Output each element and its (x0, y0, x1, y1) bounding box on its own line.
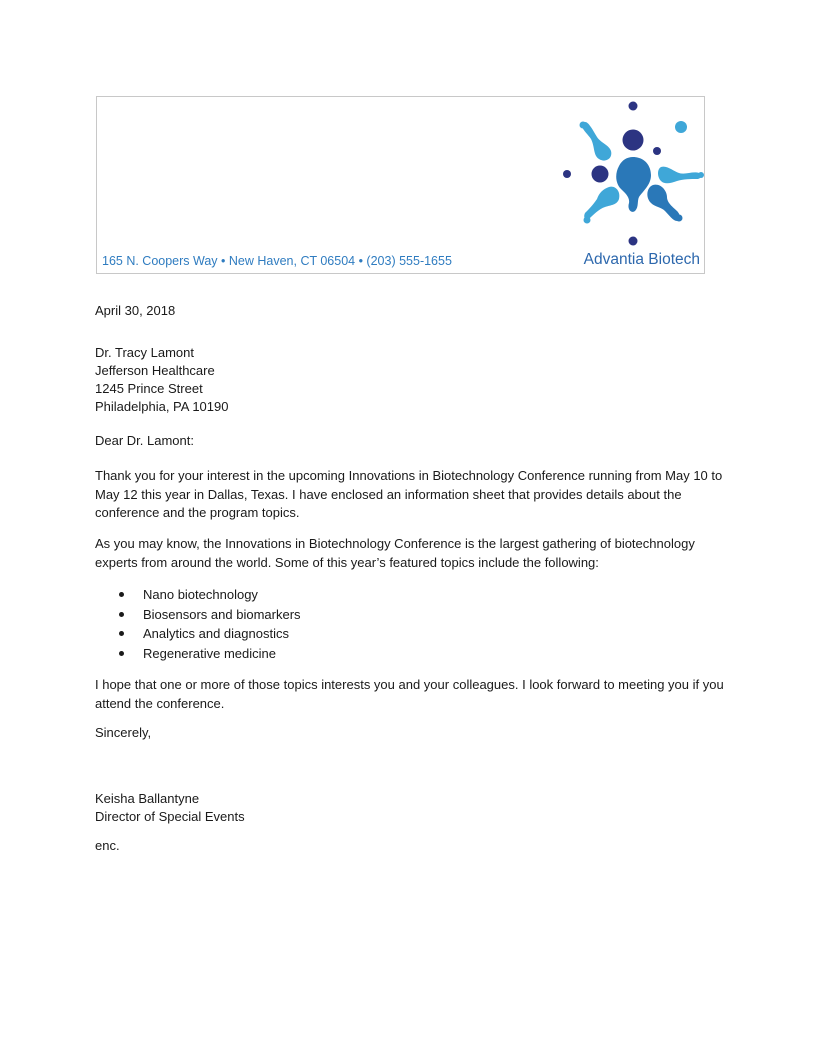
letter-date: April 30, 2018 (95, 303, 176, 318)
bullet-icon (119, 612, 124, 617)
signer-title: Director of Special Events (95, 809, 245, 824)
recipient-street: 1245 Prince Street (95, 381, 203, 396)
enclosure-note: enc. (95, 838, 120, 853)
bullet-icon (119, 631, 124, 636)
topic-label: Regenerative medicine (143, 646, 276, 662)
recipient-organization: Jefferson Healthcare (95, 363, 215, 378)
company-logo-icon (563, 99, 705, 249)
bullet-icon (119, 592, 124, 597)
list-item (95, 624, 301, 644)
letterhead (96, 96, 705, 274)
topic-list (95, 585, 301, 664)
paragraph-intro: Thank you for your interest in the upcoming Innovations in Biotechnology Conference running from May 10 to May 12 this year in Dallas, Texas. I have enclosed an information sheet that provides details about the conference and the program topics. (95, 468, 723, 520)
letterhead-contact-line: 165 N. Coopers Way • New Haven, CT 06504 • (203) 555-1655 (102, 254, 452, 268)
company-name: Advantia Biotech (583, 251, 700, 268)
signature-block (95, 790, 725, 826)
paragraph-topics-intro: As you may know, the Innovations in Biotechnology Conference is the largest gathering of biotechnology experts from around the world. Some of this year’s featured topics include the following: (95, 536, 695, 570)
salutation: Dear Dr. Lamont: (95, 433, 194, 448)
recipient-address (95, 344, 725, 416)
topic-label: Analytics and diagnostics (143, 626, 289, 642)
recipient-name: Dr. Tracy Lamont (95, 345, 194, 360)
paragraph-closing: I hope that one or more of those topics interests you and your colleagues. I look forward to meeting you if you attend the conference. (95, 677, 724, 711)
topic-label: Nano biotechnology (143, 587, 258, 602)
list-item (95, 605, 301, 625)
recipient-city-line: Philadelphia, PA 10190 (95, 399, 229, 414)
topic-label: Biosensors and biomarkers (143, 606, 301, 622)
signer-name: Keisha Ballantyne (95, 791, 200, 806)
list-item (95, 644, 301, 664)
complimentary-close: Sincerely, (95, 725, 152, 740)
list-item (95, 585, 301, 605)
bullet-icon (119, 651, 124, 656)
